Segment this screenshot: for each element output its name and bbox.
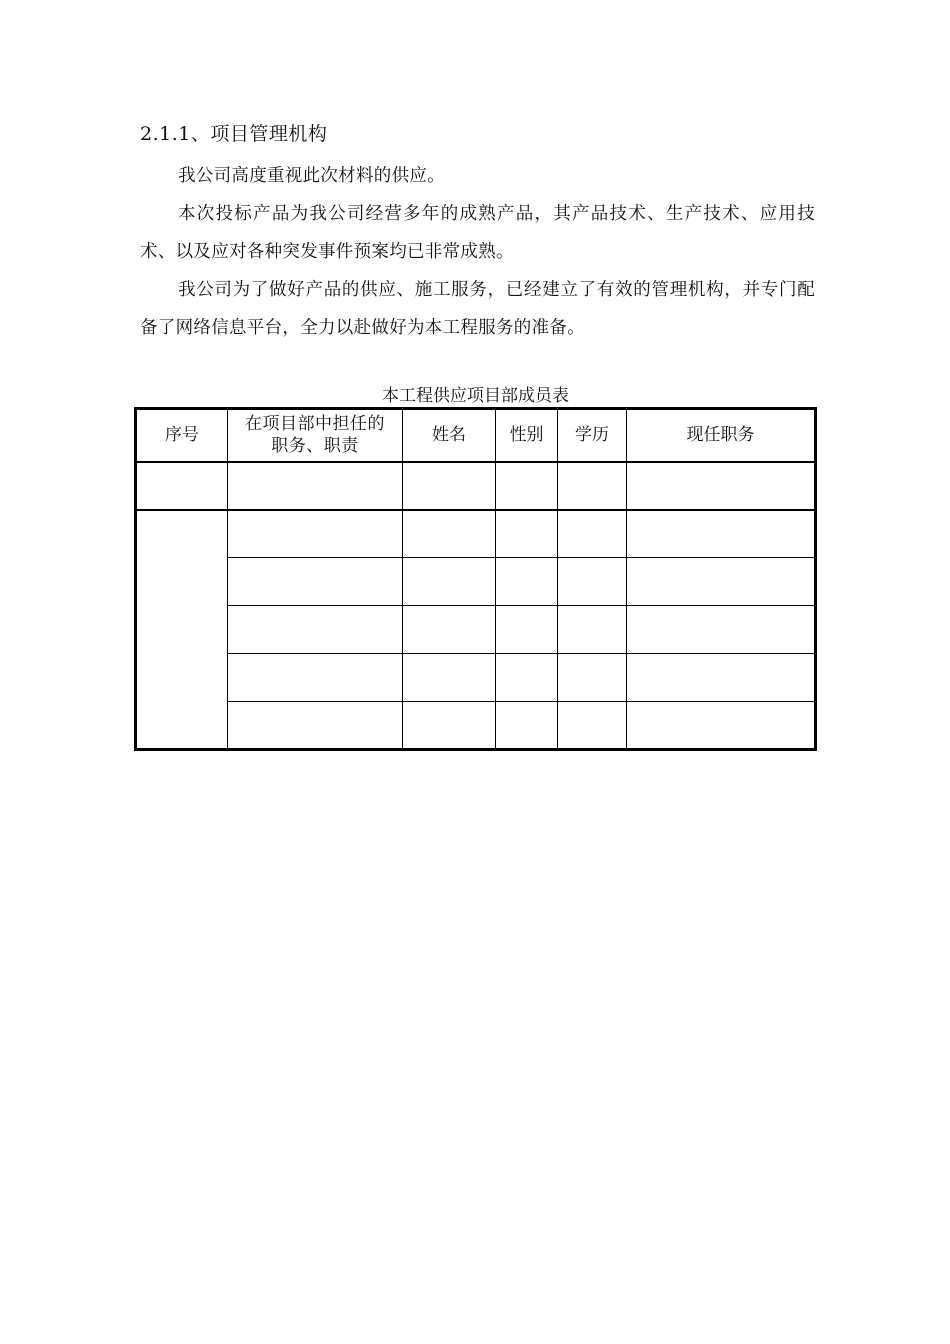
table-cell-gender xyxy=(496,702,558,750)
header-index: 序号 xyxy=(136,409,228,462)
table-row xyxy=(136,654,816,702)
table-cell-current-position xyxy=(627,558,816,606)
table-cell-name xyxy=(403,462,496,510)
table-row xyxy=(136,558,816,606)
table-cell-education xyxy=(558,654,627,702)
header-role-line2: 职务、职责 xyxy=(271,436,359,457)
table-cell-role xyxy=(228,654,403,702)
table-cell-gender xyxy=(496,558,558,606)
table-cell-education xyxy=(558,558,627,606)
table-cell-role xyxy=(228,558,403,606)
table-cell-name xyxy=(403,702,496,750)
table-cell-education xyxy=(558,606,627,654)
header-role-line1: 在项目部中担任的 xyxy=(245,414,385,435)
staff-table xyxy=(134,407,817,751)
table-row xyxy=(136,462,816,510)
table-cell-role xyxy=(228,510,403,558)
header-gender: 性别 xyxy=(496,409,558,462)
table-cell-current-position xyxy=(627,462,816,510)
header-education: 学历 xyxy=(558,409,627,462)
table-caption: 本工程供应项目部成员表 xyxy=(382,386,569,406)
table-cell-education xyxy=(558,702,627,750)
table-cell-role xyxy=(228,462,403,510)
table-cell-name xyxy=(403,558,496,606)
table-cell-role xyxy=(228,702,403,750)
paragraph-3: 我公司为了做好产品的供应、施工服务，已经建立了有效的管理机构，并专门配备了网络信息平台，全力以赴做好为本工程服务的准备。 xyxy=(140,280,815,338)
table-cell-education xyxy=(558,510,627,558)
table-cell-index xyxy=(136,462,228,510)
table-cell-gender xyxy=(496,462,558,510)
table-cell-role xyxy=(228,606,403,654)
header-role xyxy=(228,409,403,462)
table-row xyxy=(136,510,816,558)
table-cell-gender xyxy=(496,654,558,702)
table-cell-education xyxy=(558,462,627,510)
paragraph-1: 我公司高度重视此次材料的供应。 xyxy=(178,166,445,186)
table-cell-current-position xyxy=(627,702,816,750)
table-cell-current-position xyxy=(627,654,816,702)
table-cell-index-merged xyxy=(136,510,228,750)
table-cell-current-position xyxy=(627,510,816,558)
section-heading: 2.1.1、项目管理机构 xyxy=(140,123,328,145)
table-cell-name xyxy=(403,510,496,558)
table-cell-gender xyxy=(496,510,558,558)
header-name: 姓名 xyxy=(403,409,496,462)
header-current-position: 现任职务 xyxy=(627,409,816,462)
table-header-row xyxy=(136,409,816,462)
table-row xyxy=(136,702,816,750)
table-row xyxy=(136,606,816,654)
table-cell-gender xyxy=(496,606,558,654)
table-cell-name xyxy=(403,606,496,654)
paragraph-2: 本次投标产品为我公司经营多年的成熟产品，其产品技术、生产技术、应用技术、以及应对各种突发事件预案均已非常成熟。 xyxy=(140,204,815,262)
table-cell-name xyxy=(403,654,496,702)
table-cell-current-position xyxy=(627,606,816,654)
